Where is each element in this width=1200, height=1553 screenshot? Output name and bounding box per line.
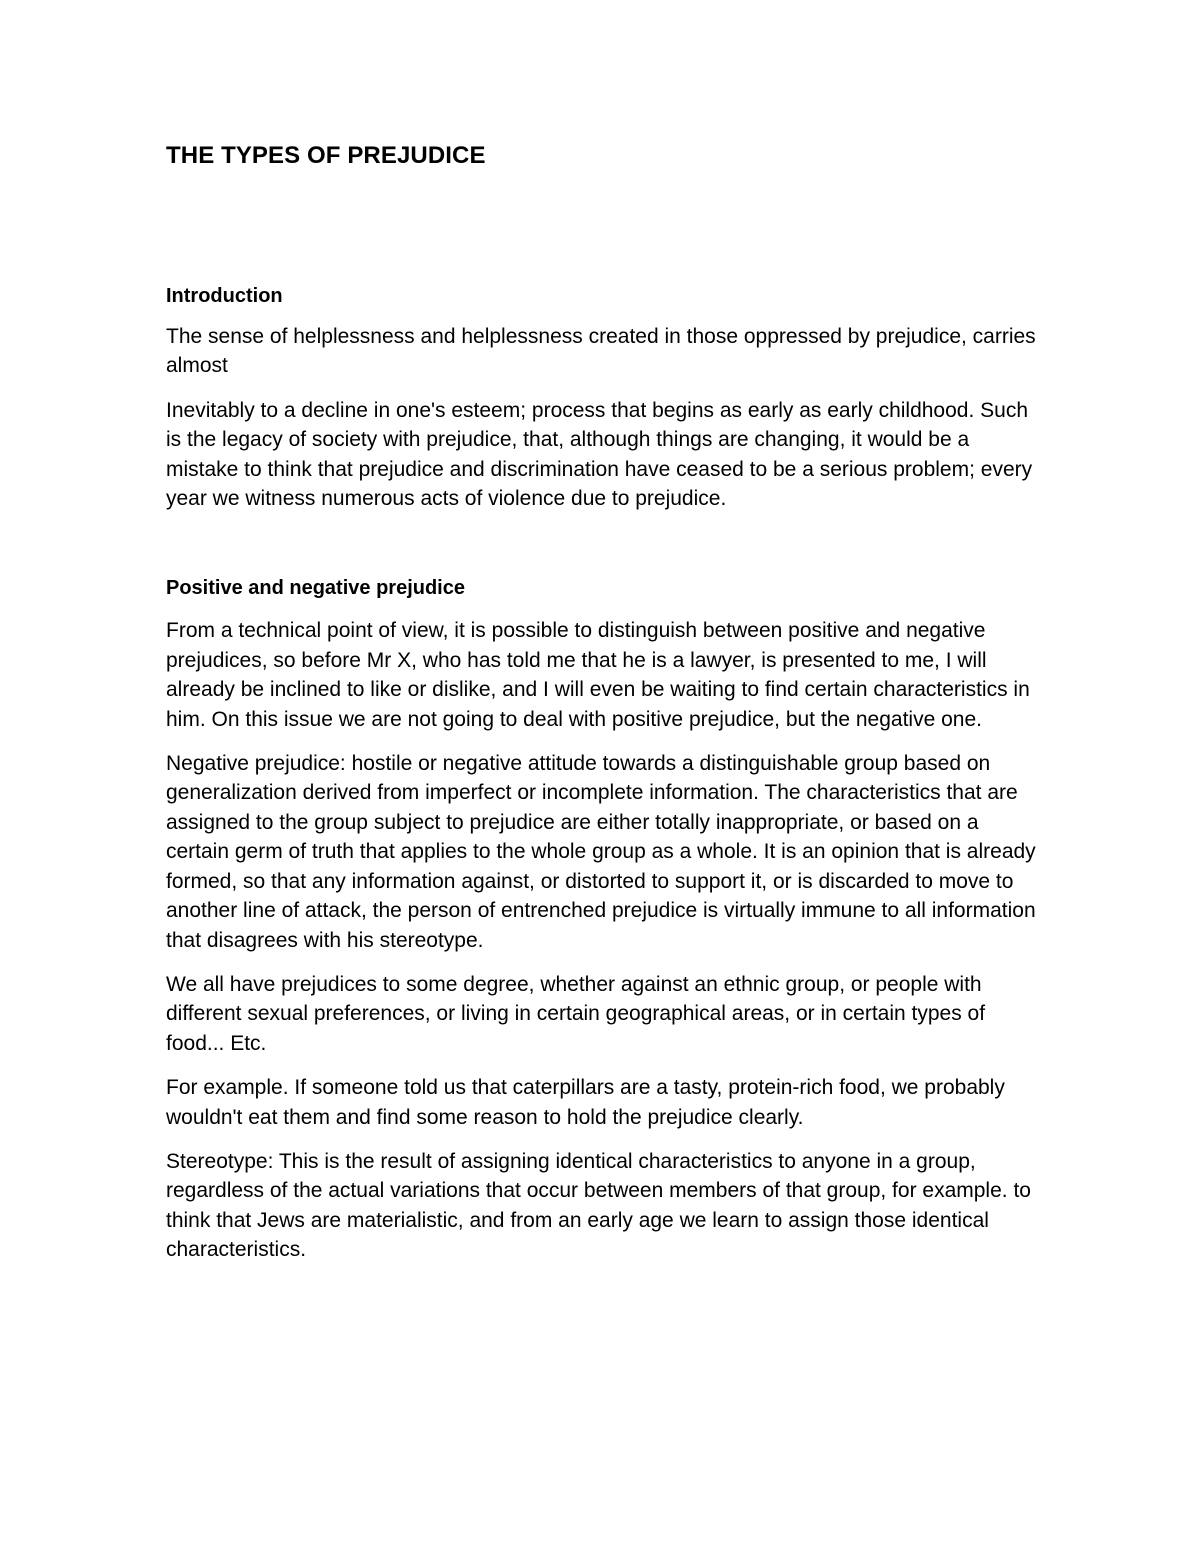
paragraph: Negative prejudice: hostile or negative attitude towards a distinguishable group based on generalization derived from imperfect or incomplete information. The characteristics that are assigned to the group subject to prejudice are either totally inappropriate, or based on a certain germ of truth that applies to the whole group as a whole. It is an opinion that is already formed, so that any information against, or distorted to support it, or is discarded to move to another line of attack, the person of entrenched prejudice is virtually immune to all information that disagrees with his stereotype. (166, 752, 1036, 952)
section-heading: Positive and negative prejudice (166, 577, 465, 600)
paragraph: We all have prejudices to some degree, whether against an ethnic group, or people with different sexual preferences, or living in certain geographical areas, or in certain types of food... Etc. (166, 972, 986, 1055)
document-body (166, 138, 1041, 1265)
paragraph: From a technical point of view, it is possible to distinguish between positive and negative prejudices, so before Mr X, who has told me that he is a lawyer, is presented to me, I will already be inclined to like or dislike, and I will even be waiting to find certain characteristics in him. On this issue we are not going to deal with positive prejudice, but the negative one. (166, 619, 1030, 731)
paragraph: The sense of helplessness and helplessness created in those oppressed by prejudice, carries almost (166, 325, 1036, 378)
section-heading: Introduction (166, 285, 283, 307)
paragraph: For example. If someone told us that caterpillars are a tasty, protein-rich food, we probably wouldn't eat them and find some reason to hold the prejudice clearly. (166, 1076, 1005, 1129)
paragraph: Inevitably to a decline in one's esteem; process that begins as early as early childhood. Such is the legacy of society with prejudice, that, although things are changing, it would be a mistake to think that prejudice and discrimination have ceased to be a serious problem; every year we witness numerous acts of violence due to prejudice. (166, 398, 1033, 511)
document-title: THE TYPES OF PREJUDICE (166, 142, 486, 169)
section-introduction (166, 281, 1041, 513)
paragraph: Stereotype: This is the result of assigning identical characteristics to anyone in a group, regardless of the actual variations that occur between members of that group, for example. to think that Jews are materialistic, and from an early age we learn to assign those identical characteristics. (166, 1149, 1031, 1262)
section-positive-negative-prejudice (166, 573, 1041, 1264)
